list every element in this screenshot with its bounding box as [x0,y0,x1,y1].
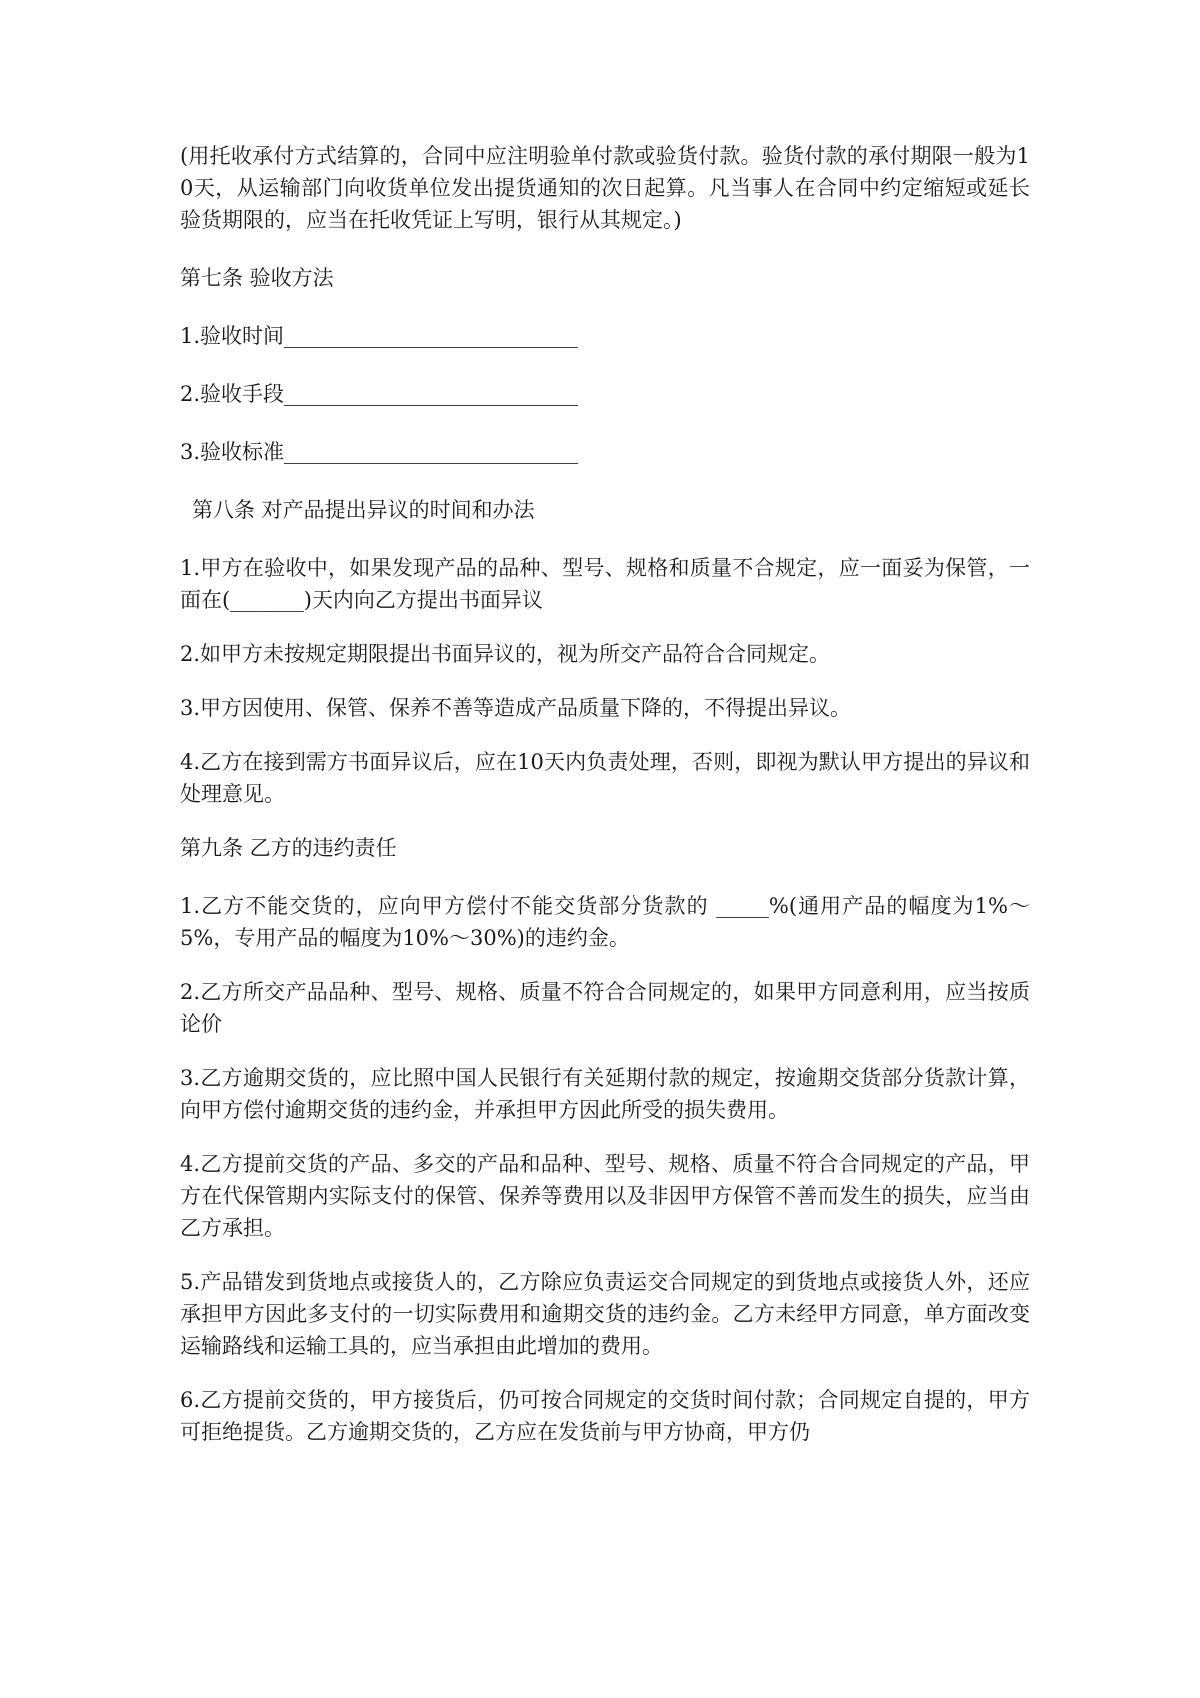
article-9-item-4: 4.乙方提前交货的产品、多交的产品和品种、型号、规格、质量不符合合同规定的产品，甲方在代保管期内实际支付的保管、保养等费用以及非因甲方保管不善而发生的损失，应当由乙方承担。 [180,1152,1030,1240]
article-9-item-3: 3.乙方逾期交货的，应比照中国人民银行有关延期付款的规定，按逾期交货部分货款计算，向甲方偿付逾期交货的违约金，并承担甲方因此所受的损失费用。 [180,1066,1030,1122]
document-body [180,140,1030,1470]
inspection-method-field: 2.验收手段____________________________ [180,382,579,406]
article-9-item-6: 6.乙方提前交货的，甲方接货后，仍可按合同规定的交货时间付款；合同规定自提的，甲方可拒绝提货。乙方逾期交货的，乙方应在发货前与甲方协商，甲方仍 [180,1388,1030,1444]
article-8-title: 第八条 对产品提出异议的时间和办法 [192,498,535,522]
article-8-item-2: 2.如甲方未按规定期限提出书面异议的，视为所交产品符合合同规定。 [180,642,831,666]
article-7-title: 第七条 验收方法 [180,266,334,290]
article-8-item-1: 1.甲方在验收中，如果发现产品的品种、型号、规格和质量不合规定，应一面妥为保管，一面在(_______)天内向乙方提出书面异议 [180,556,1030,612]
settlement-note: (用托收承付方式结算的，合同中应注明验单付款或验货付款。验货付款的承付期限一般为10天，从运输部门向收货单位发出提货通知的次日起算。凡当事人在合同中约定缩短或延长验货期限的，应当在托收凭证上写明，银行从其规定。) [180,144,1030,232]
inspection-standard-field: 3.验收标准____________________________ [180,440,579,464]
inspection-time-field: 1.验收时间____________________________ [180,324,579,348]
article-9-item-5: 5.产品错发到货地点或接货人的，乙方除应负责运交合同规定的到货地点或接货人外，还应承担甲方因此多支付的一切实际费用和逾期交货的违约金。乙方未经甲方同意，单方面改变运输路线和运输工具的，应当承担由此增加的费用。 [180,1270,1030,1358]
article-8-item-3: 3.甲方因使用、保管、保养不善等造成产品质量下降的，不得提出异议。 [180,696,852,720]
article-9-title: 第九条 乙方的违约责任 [180,836,397,860]
article-9-item-2: 2.乙方所交产品品种、型号、规格、质量不符合合同规定的，如果甲方同意利用，应当按质论价 [180,980,1030,1036]
article-9-item-1: 1.乙方不能交货的，应向甲方偿付不能交货部分货款的 _____%(通用产品的幅度为1%～5%，专用产品的幅度为10%～30%)的违约金。 [180,894,1030,950]
article-8-item-4: 4.乙方在接到需方书面异议后，应在10天内负责处理，否则，即视为默认甲方提出的异议和处理意见。 [180,750,1030,806]
